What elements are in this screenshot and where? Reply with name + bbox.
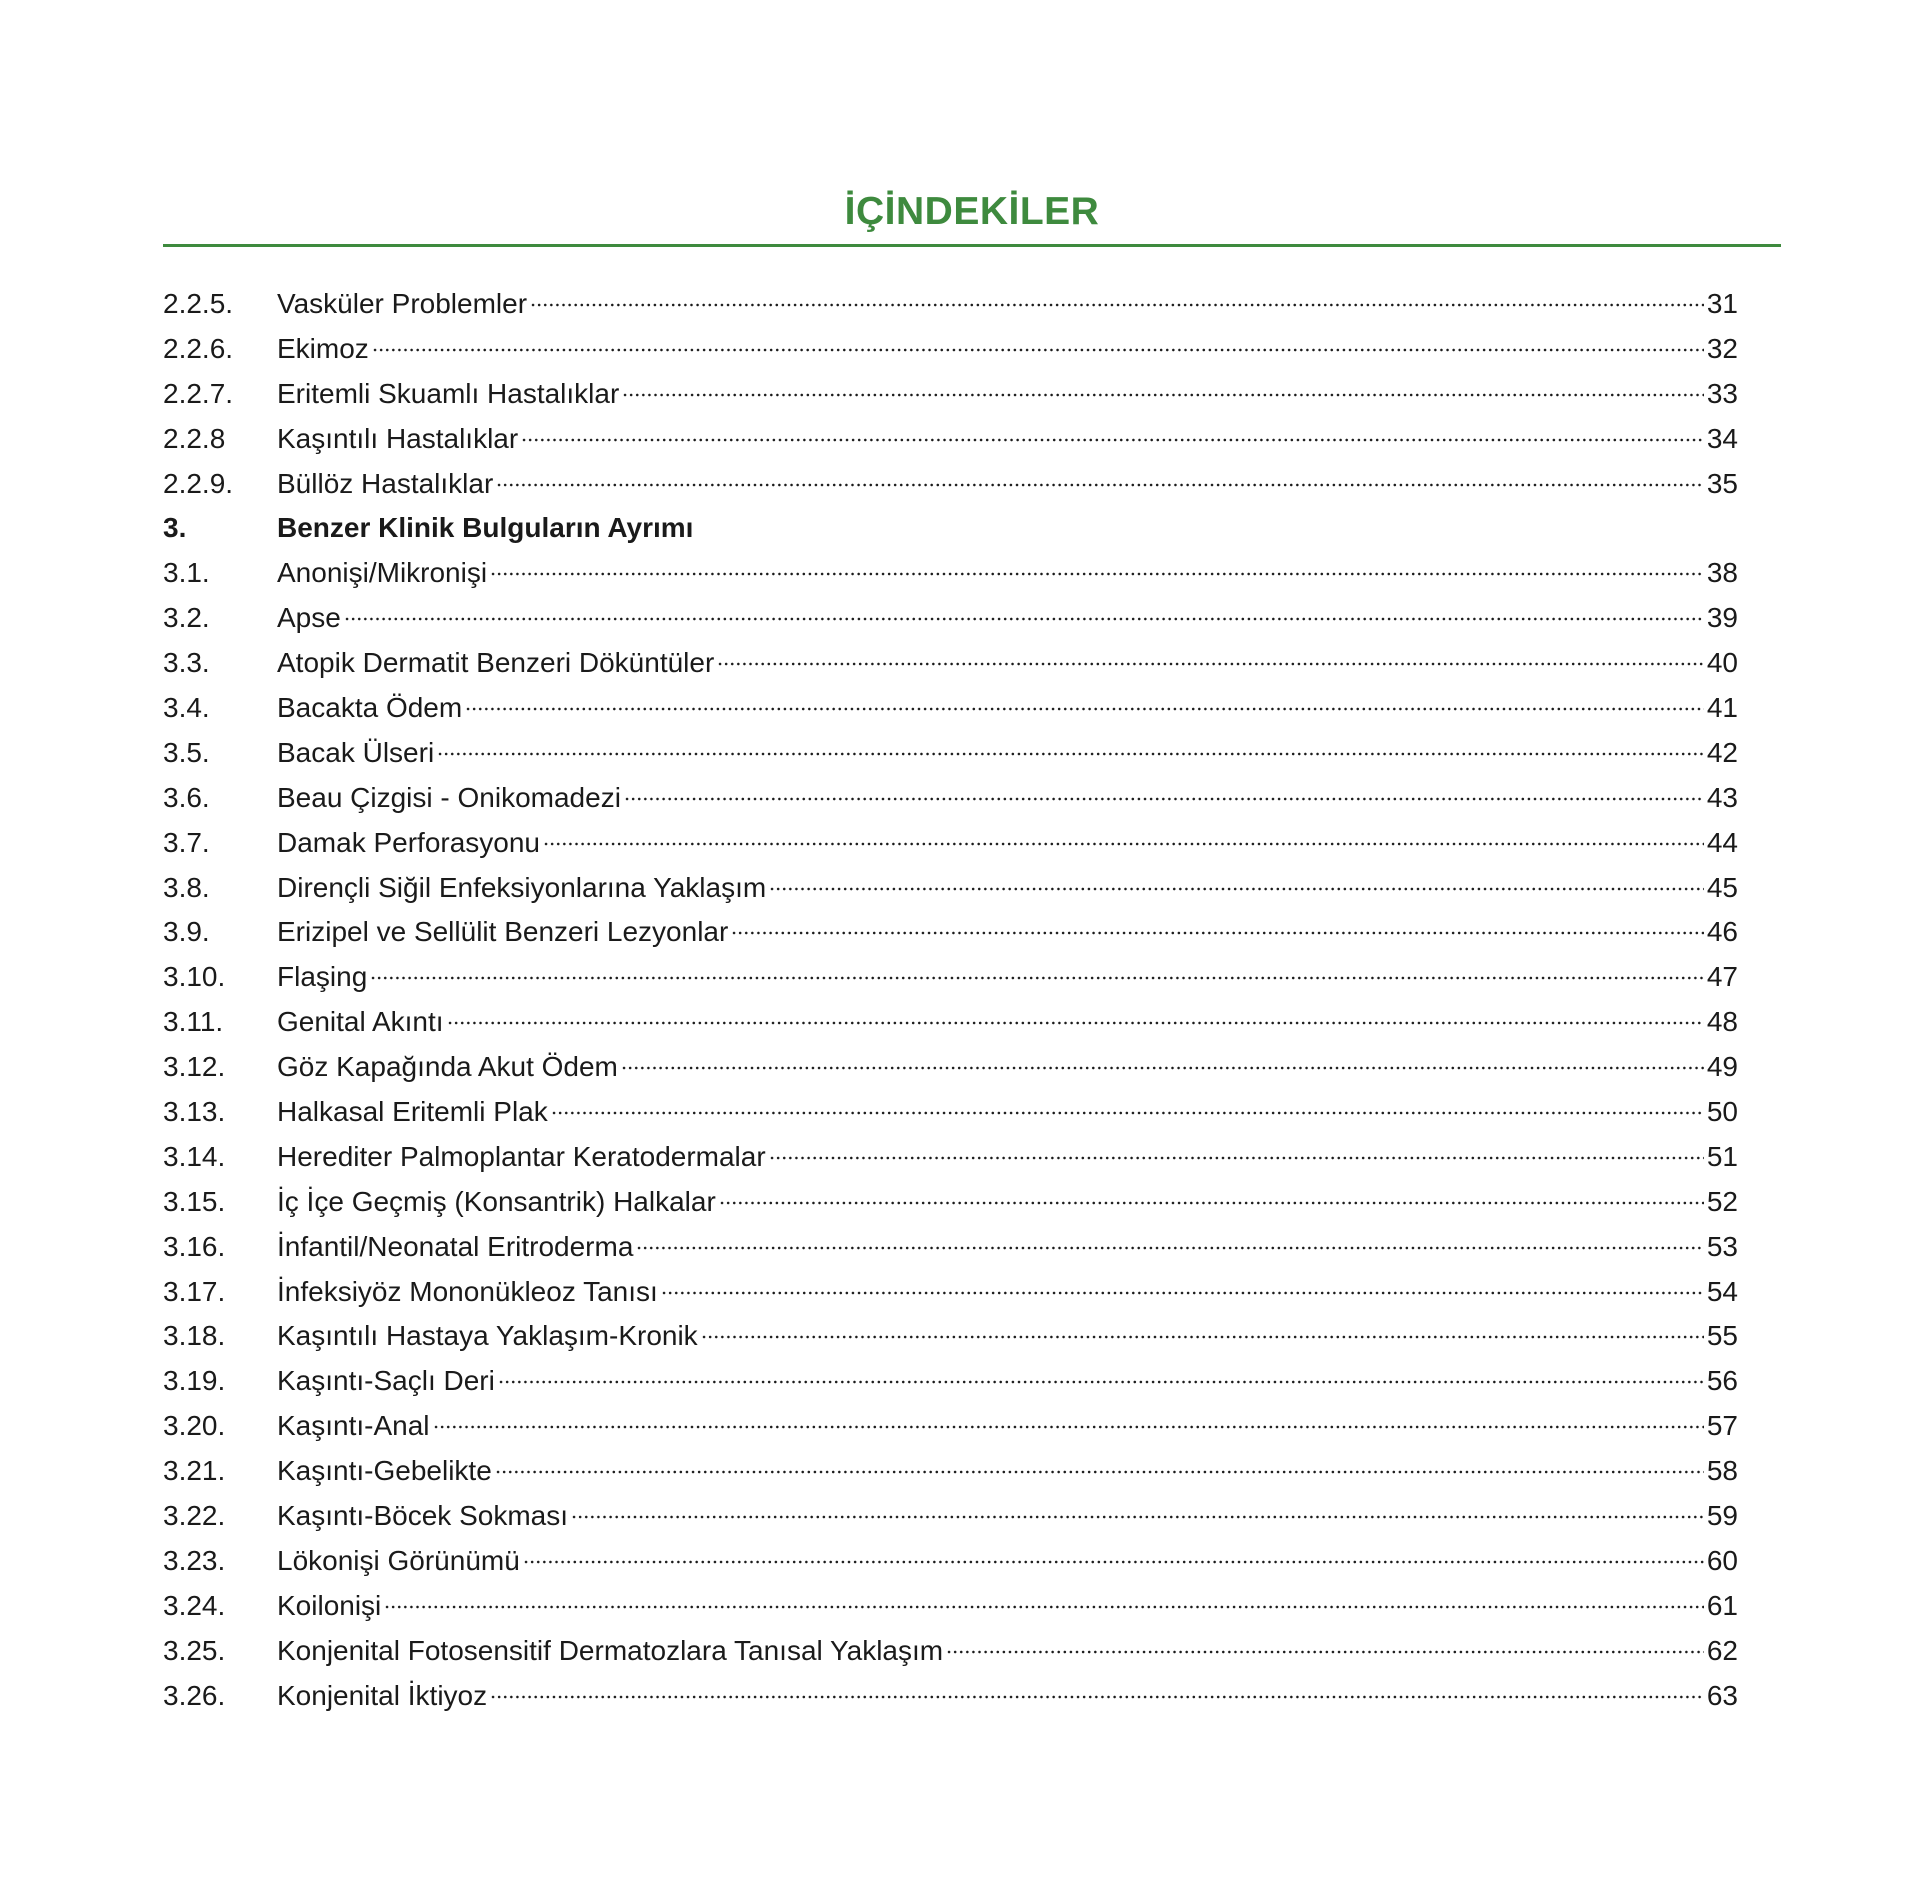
toc-entry-title: Ekimoz	[277, 332, 369, 364]
dot-leader	[372, 346, 1704, 354]
toc-entry[interactable]	[163, 1180, 1738, 1225]
toc-entry-page-number: 35	[1706, 467, 1738, 499]
toc-entry-number: 3.3.	[163, 647, 210, 679]
toc-entry-title: Damak Perforasyonu	[277, 826, 541, 858]
toc-entry-page-number: 38	[1706, 557, 1738, 589]
toc-entry-page-number: 63	[1706, 1679, 1738, 1711]
toc-entry-page-number: 46	[1706, 916, 1738, 948]
toc-entry-title: Halkasal Eritemli Plak	[277, 1096, 548, 1128]
toc-entry[interactable]	[163, 1045, 1738, 1090]
toc-entry-number: 3.18.	[163, 1320, 226, 1352]
toc-entry-page-number: 43	[1706, 781, 1738, 813]
toc-entry-number: 3.4.	[163, 692, 210, 724]
dot-leader	[946, 1648, 1704, 1656]
dot-leader	[523, 1558, 1704, 1566]
toc-entry[interactable]	[163, 686, 1738, 731]
dot-leader	[624, 795, 1704, 803]
toc-entry-title: Eritemli Skuamlı Hastalıklar	[277, 377, 620, 409]
dot-leader	[636, 1244, 1703, 1252]
toc-entry[interactable]	[163, 776, 1738, 821]
toc-entry[interactable]	[163, 1449, 1738, 1494]
dot-leader	[490, 570, 1704, 578]
toc-entry[interactable]	[163, 641, 1738, 686]
dot-leader	[530, 301, 1704, 309]
toc-entry-number: 2.2.6.	[163, 332, 234, 364]
toc-entry-number: 3.13.	[163, 1096, 226, 1128]
toc-entry[interactable]	[163, 417, 1738, 462]
dot-leader	[731, 929, 1704, 937]
dot-leader	[769, 1154, 1704, 1162]
toc-entry-page-number: 45	[1706, 871, 1738, 903]
dot-leader	[465, 705, 1704, 713]
dot-leader	[433, 1423, 1704, 1431]
toc-entry-page-number: 55	[1706, 1320, 1738, 1352]
toc-section-heading[interactable]	[163, 506, 1738, 551]
toc-entry[interactable]	[163, 551, 1738, 596]
dot-leader	[571, 1513, 1704, 1521]
toc-entry-page-number: 52	[1706, 1185, 1738, 1217]
dot-leader	[521, 436, 1704, 444]
toc-entry-page-number: 50	[1706, 1096, 1738, 1128]
toc-entry[interactable]	[163, 372, 1738, 417]
toc-entry-number: 3.	[163, 512, 187, 544]
toc-entry-page-number: 60	[1706, 1544, 1738, 1576]
toc-entry-number: 3.22.	[163, 1500, 226, 1532]
toc-entry[interactable]	[163, 1225, 1738, 1270]
toc-entry-number: 2.2.5.	[163, 288, 234, 319]
toc-entry-title: İç İçe Geçmiş (Konsantrik) Halkalar	[277, 1185, 716, 1217]
toc-entry[interactable]	[163, 596, 1738, 641]
toc-entry-number: 3.20.	[163, 1410, 226, 1442]
toc-entry-number: 3.11.	[163, 1006, 224, 1038]
toc-entry-title: Konjenital İktiyoz	[277, 1679, 488, 1711]
toc-entry-title: Vasküler Problemler	[277, 288, 528, 319]
toc-entry-page-number: 58	[1706, 1455, 1738, 1487]
toc-entry[interactable]	[163, 910, 1738, 955]
toc-entry-page-number: 42	[1706, 736, 1738, 768]
toc-entry-number: 3.1.	[163, 557, 210, 589]
toc-entry-title: Konjenital Fotosensitif Dermatozlara Tanısal Yaklaşım	[277, 1634, 944, 1666]
toc-entry-number: 3.9.	[163, 916, 210, 948]
toc-entry-title: Dirençli Siğil Enfeksiyonlarına Yaklaşım	[277, 871, 767, 903]
toc-entry-number: 3.16.	[163, 1230, 226, 1262]
dot-leader	[498, 1378, 1704, 1386]
toc-entry-number: 3.25.	[163, 1634, 226, 1666]
toc-entry[interactable]	[163, 821, 1738, 866]
toc-entry-title: Göz Kapağında Akut Ödem	[277, 1051, 618, 1083]
toc-entry-title: Atopik Dermatit Benzeri Döküntüler	[277, 647, 715, 679]
toc-entry-page-number: 41	[1706, 692, 1738, 724]
toc-entry-page-number: 39	[1706, 602, 1738, 634]
toc-entry-number: 3.2.	[163, 602, 210, 634]
toc-page	[163, 0, 1781, 1902]
toc-entry[interactable]	[163, 1000, 1738, 1045]
toc-entry[interactable]	[163, 1135, 1738, 1180]
toc-entry-number: 3.17.	[163, 1275, 226, 1307]
toc-entry-title: İnfantil/Neonatal Eritroderma	[277, 1230, 634, 1262]
toc-entry-page-number: 57	[1706, 1410, 1738, 1442]
toc-entry[interactable]	[163, 1629, 1738, 1674]
toc-entry-page-number: 62	[1706, 1634, 1738, 1666]
toc-entry[interactable]	[163, 1494, 1738, 1539]
toc-entry-page-number: 34	[1706, 422, 1738, 454]
dot-leader	[719, 1199, 1704, 1207]
toc-entry-number: 3.7.	[163, 826, 210, 858]
toc-entry-page-number: 31	[1706, 288, 1738, 319]
toc-entry-page-number: 61	[1706, 1589, 1738, 1621]
toc-entry[interactable]	[163, 1674, 1738, 1719]
dot-leader	[447, 1019, 1704, 1027]
toc-entry-page-number: 54	[1706, 1275, 1738, 1307]
toc-entry[interactable]	[163, 327, 1738, 372]
toc-entry-title: Erizipel ve Sellülit Benzeri Lezyonlar	[277, 916, 729, 948]
toc-entry-page-number: 53	[1706, 1230, 1738, 1262]
dot-leader	[495, 1468, 1704, 1476]
toc-entry-number: 3.26.	[163, 1679, 226, 1711]
toc-entry-title: Apse	[277, 602, 341, 634]
toc-entry-title: Koilonişi	[277, 1589, 382, 1621]
dot-leader	[490, 1693, 1704, 1701]
dot-leader	[701, 1333, 1704, 1341]
dot-leader	[543, 840, 1704, 848]
toc-entry-title: Kaşıntı-Böcek Sokması	[277, 1500, 569, 1532]
dot-leader	[370, 974, 1704, 982]
dot-leader	[621, 1064, 1704, 1072]
toc-entry-number: 3.23.	[163, 1544, 226, 1576]
toc-entry-number: 3.24.	[163, 1589, 226, 1621]
toc-entry-page-number: 47	[1706, 961, 1738, 993]
toc-entry-number: 3.15.	[163, 1185, 226, 1217]
toc-entry[interactable]	[163, 282, 1738, 327]
toc-entry-title: Herediter Palmoplantar Keratodermalar	[277, 1140, 766, 1172]
page-title: İÇİNDEKİLER	[844, 190, 1100, 233]
toc-entry-page-number: 48	[1706, 1006, 1738, 1038]
toc-entry-number: 3.6.	[163, 781, 210, 813]
toc-entry-title: Kaşıntı-Gebelikte	[277, 1455, 492, 1487]
dot-leader	[496, 481, 1704, 489]
dot-leader	[551, 1109, 1704, 1117]
toc-entry-page-number: 40	[1706, 647, 1738, 679]
toc-entry-number: 3.14.	[163, 1140, 226, 1172]
toc-entry[interactable]	[163, 1270, 1738, 1315]
toc-entry-number: 2.2.7.	[163, 377, 234, 409]
toc-entry-title: Benzer Klinik Bulguların Ayrımı	[277, 512, 694, 544]
toc-entry-title: İnfeksiyöz Mononükleoz Tanısı	[277, 1275, 658, 1307]
toc-entry[interactable]	[163, 1090, 1738, 1135]
toc-entry-page-number: 44	[1706, 826, 1738, 858]
toc-entry-title: Kaşıntılı Hastalıklar	[277, 422, 519, 454]
toc-entry-title: Flaşing	[277, 961, 368, 993]
dot-leader	[437, 750, 1704, 758]
toc-entry-number: 2.2.9.	[163, 467, 234, 499]
toc-entry-page-number: 33	[1706, 377, 1738, 409]
toc-entry[interactable]	[163, 1539, 1738, 1584]
toc-entry-number: 3.21.	[163, 1455, 226, 1487]
toc-list	[163, 282, 1738, 1719]
toc-entry-title: Büllöz Hastalıklar	[277, 467, 494, 499]
dot-leader	[384, 1603, 1704, 1611]
toc-entry-number: 3.10.	[163, 961, 226, 993]
toc-entry-page-number: 56	[1706, 1365, 1738, 1397]
dot-leader	[717, 660, 1704, 668]
dot-leader	[622, 391, 1704, 399]
toc-entry-page-number: 32	[1706, 332, 1738, 364]
toc-entry-page-number: 51	[1706, 1140, 1738, 1172]
toc-entry-title: Beau Çizgisi - Onikomadezi	[277, 781, 621, 813]
toc-entry-page-number: 59	[1706, 1500, 1738, 1532]
toc-entry-page-number: 49	[1706, 1051, 1738, 1083]
title-divider	[163, 244, 1781, 247]
toc-entry[interactable]	[163, 462, 1738, 507]
toc-entry-number: 3.12.	[163, 1051, 226, 1083]
toc-entry-title: Kaşıntı-Saçlı Deri	[277, 1365, 495, 1397]
toc-entry-title: Kaşıntılı Hastaya Yaklaşım-Kronik	[277, 1320, 698, 1352]
toc-entry-number: 2.2.8	[163, 422, 226, 454]
toc-entry-number: 3.5.	[163, 736, 210, 768]
toc-entry-number: 3.19.	[163, 1365, 226, 1397]
toc-entry-title: Kaşıntı-Anal	[277, 1410, 430, 1442]
dot-leader	[769, 885, 1704, 893]
toc-entry-title: Lökonişi Görünümü	[277, 1544, 520, 1576]
toc-entry-number: 3.8.	[163, 871, 210, 903]
toc-entry[interactable]	[163, 866, 1738, 911]
toc-entry-title: Bacakta Ödem	[277, 692, 463, 724]
toc-entry[interactable]	[163, 1314, 1738, 1359]
toc-entry[interactable]	[163, 1359, 1738, 1404]
toc-entry[interactable]	[163, 955, 1738, 1000]
toc-entry[interactable]	[163, 1584, 1738, 1629]
dot-leader	[344, 615, 1704, 623]
toc-entry-title: Anonişi/Mikronişi	[277, 557, 488, 589]
toc-entry-title: Genital Akıntı	[277, 1006, 444, 1038]
toc-entry[interactable]	[163, 731, 1738, 776]
toc-entry-title: Bacak Ülseri	[277, 736, 435, 768]
dot-leader	[661, 1289, 1704, 1297]
toc-entry[interactable]	[163, 1404, 1738, 1449]
